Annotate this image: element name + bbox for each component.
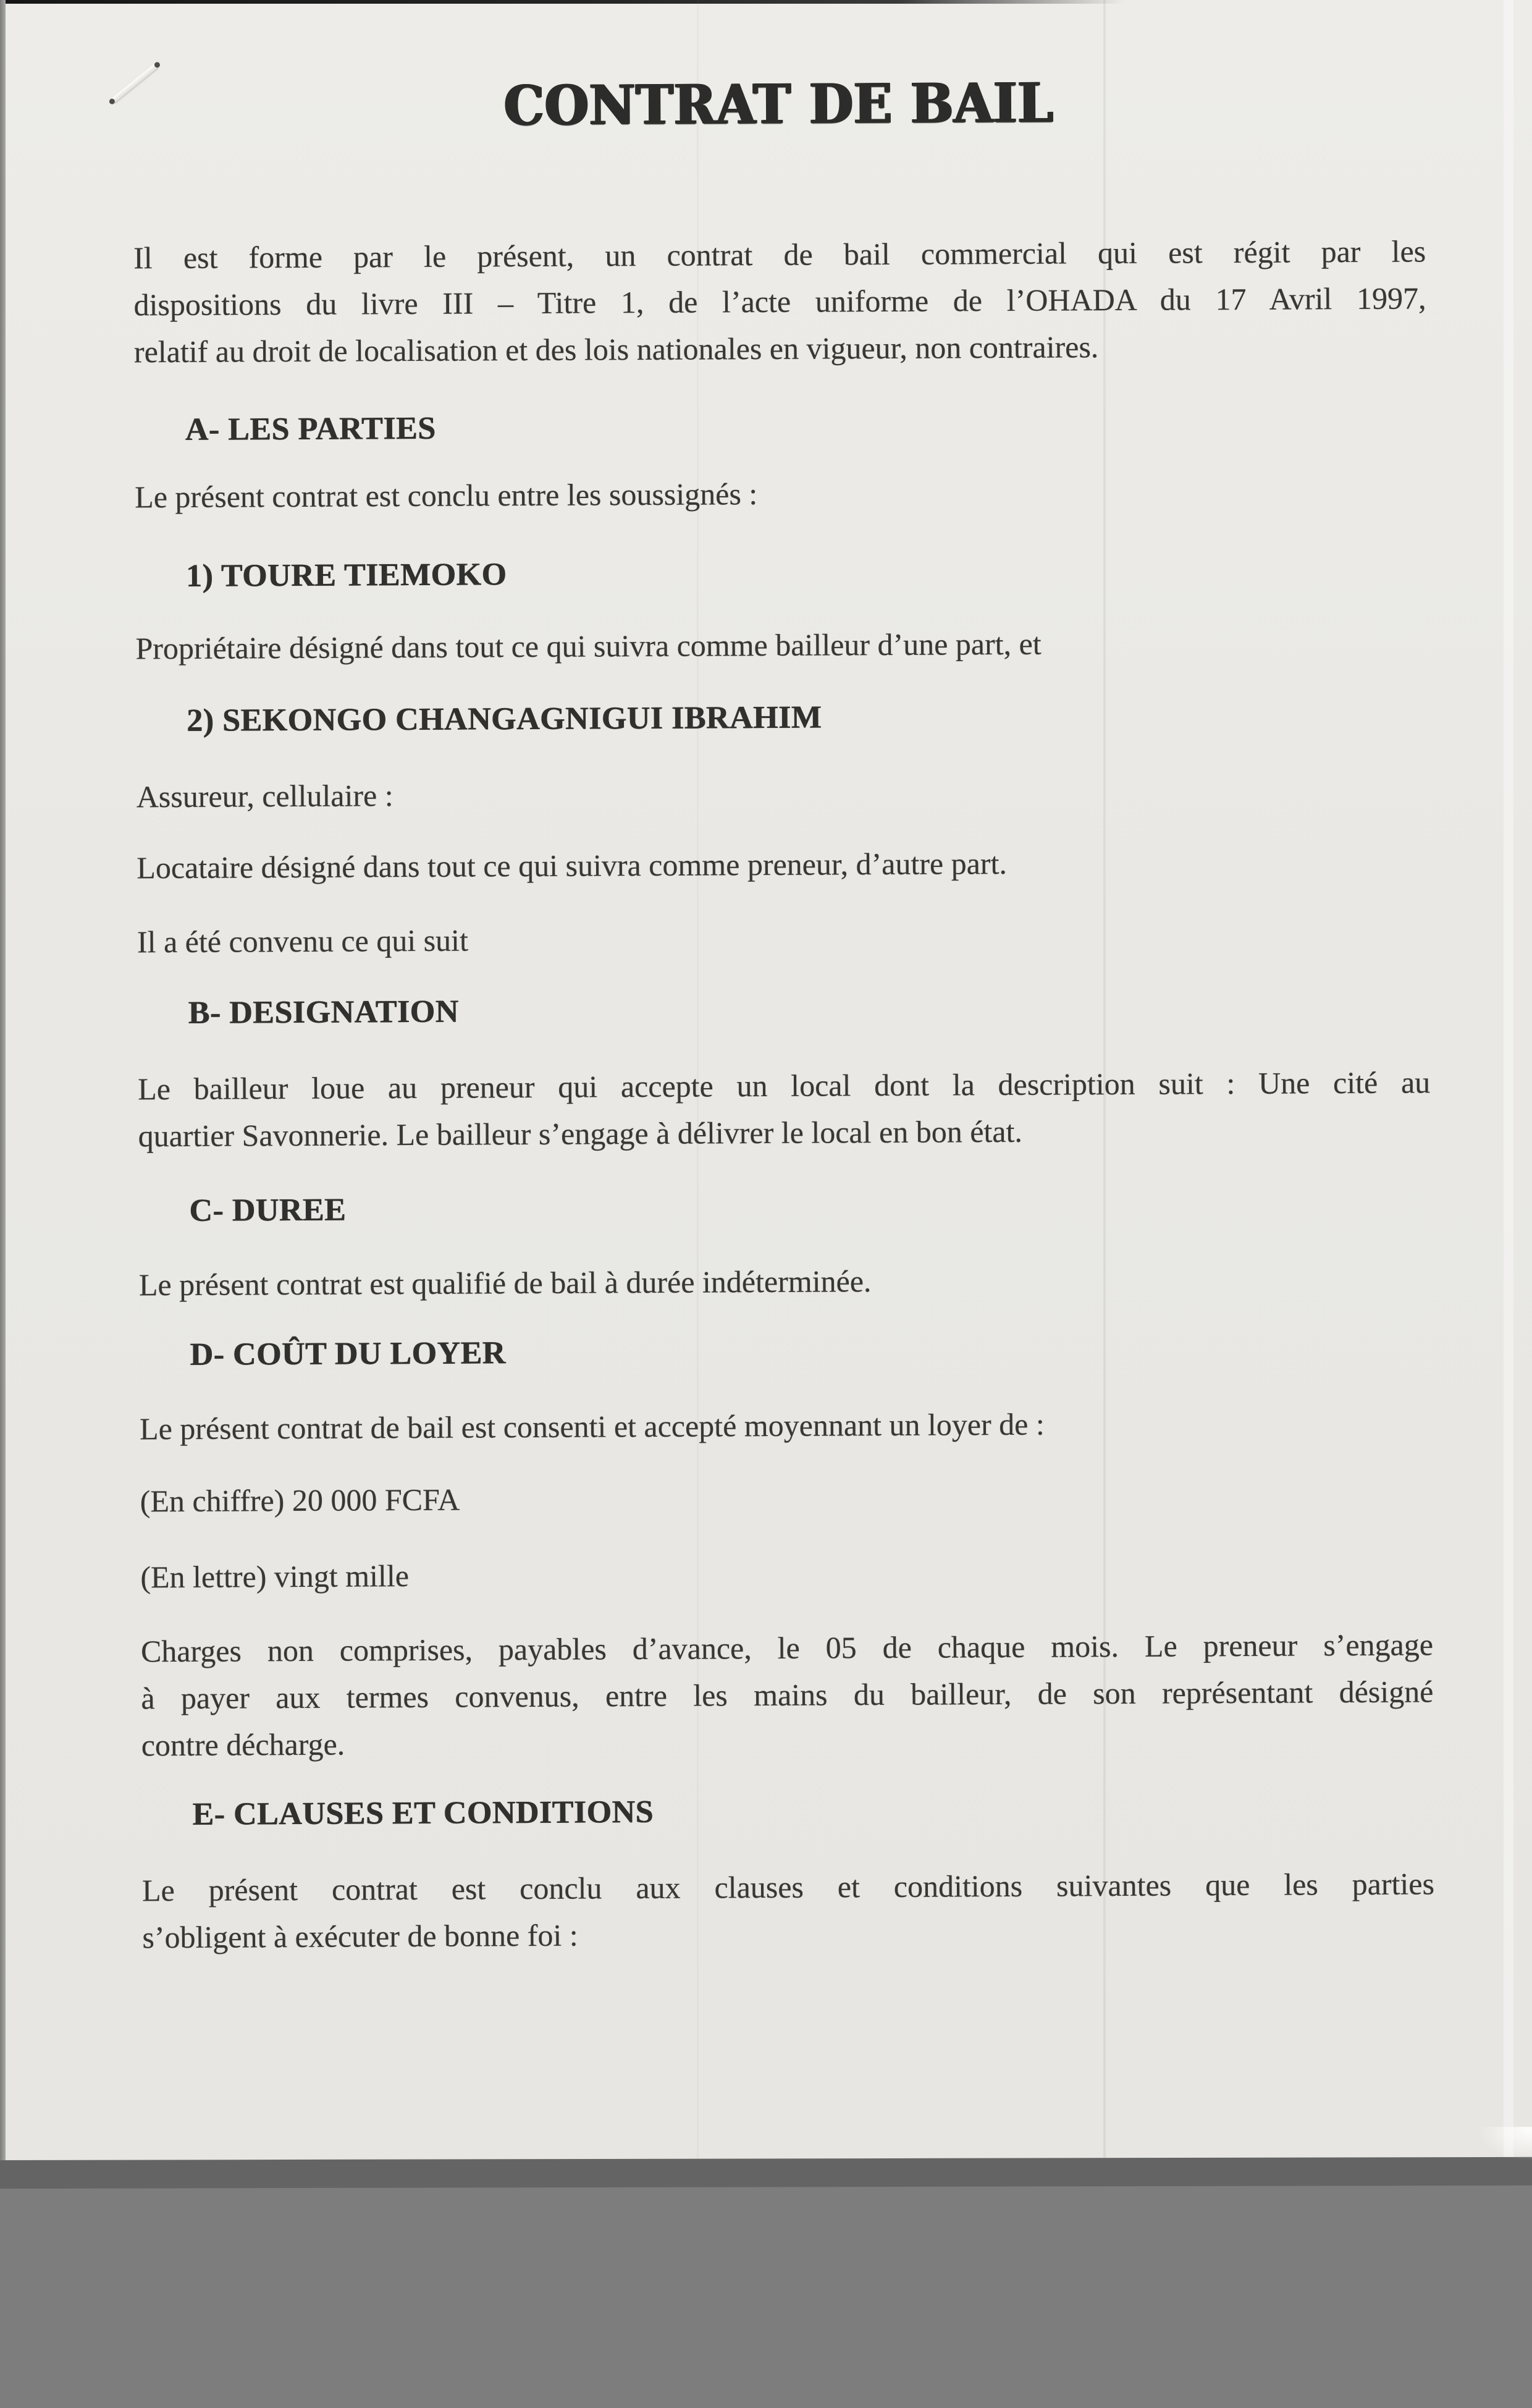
document-title: CONTRAT DE BAIL bbox=[503, 70, 1054, 138]
paragraph-line: Il est forme par le présent, un contrat de bail commercial qui est régit par les bbox=[133, 234, 1426, 276]
heading-loyer: D- COÛT DU LOYER bbox=[190, 1335, 506, 1372]
agreement-line: Il a été convenu ce qui suit bbox=[137, 923, 469, 960]
paragraph-line: Le présent contrat est conclu aux clauses et conditions suivantes que les parties bbox=[141, 1866, 1435, 1908]
paragraph-line: s’obligent à exécuter de bonne foi : bbox=[142, 1917, 578, 1955]
designation-paragraph bbox=[138, 1058, 1431, 1159]
loyer-intro: Le présent contrat de bail est consenti et accepté moyennant un loyer de : bbox=[139, 1406, 1045, 1447]
paragraph-line: Le bailleur loue au preneur qui accepte un local dont la description suit : Une cité au bbox=[138, 1065, 1431, 1107]
paragraph-line: relatif au droit de localisation et des lois nationales en vigueur, non contraires. bbox=[133, 329, 1099, 370]
party1-name: 1) TOURE TIEMOKO bbox=[185, 557, 507, 594]
paper-corner-curl bbox=[1478, 2127, 1532, 2160]
paper-bottom-edge bbox=[0, 2157, 1532, 2189]
paragraph-line: Charges non comprises, payables d’avance, le 05 de chaque mois. Le preneur s’engage bbox=[140, 1627, 1434, 1669]
preamble-paragraph bbox=[133, 227, 1426, 375]
party1-description: Propriétaire désigné dans tout ce qui suivra comme bailleur d’une part, et bbox=[135, 626, 1042, 666]
paragraph-line: à payer aux termes convenus, entre les mains du bailleur, de son représentant désigné bbox=[141, 1674, 1434, 1716]
loyer-terms-paragraph bbox=[141, 1621, 1434, 1768]
duree-paragraph: Le présent contrat est qualifié de bail à durée indéterminée. bbox=[138, 1264, 872, 1303]
heading-parties: A- LES PARTIES bbox=[185, 410, 436, 447]
paragraph-line: quartier Savonnerie. Le bailleur s’engage à délivrer le local en bon état. bbox=[138, 1113, 1023, 1154]
loyer-amount-figures: (En chiffre) 20 000 FCFA bbox=[140, 1482, 460, 1519]
heading-designation: B- DESIGNATION bbox=[188, 994, 459, 1031]
heading-clauses: E- CLAUSES ET CONDITIONS bbox=[192, 1794, 654, 1832]
clauses-paragraph bbox=[142, 1860, 1435, 1961]
heading-duree: C- DUREE bbox=[189, 1192, 347, 1228]
party2-role: Assureur, cellulaire : bbox=[136, 778, 394, 814]
party2-description: Locataire désigné dans tout ce qui suivra comme preneur, d’autre part. bbox=[137, 845, 1008, 885]
party2-name: 2) SEKONGO CHANGAGNIGUI IBRAHIM bbox=[186, 699, 822, 738]
loyer-amount-words: (En lettre) vingt mille bbox=[140, 1558, 410, 1595]
parties-intro: Le présent contrat est conclu entre les soussignés : bbox=[135, 476, 758, 515]
paragraph-line: dispositions du livre III – Titre 1, de l’acte uniforme de l’OHADA du 17 Avril 1997, bbox=[133, 281, 1426, 323]
paragraph-line: contre décharge. bbox=[141, 1726, 345, 1763]
